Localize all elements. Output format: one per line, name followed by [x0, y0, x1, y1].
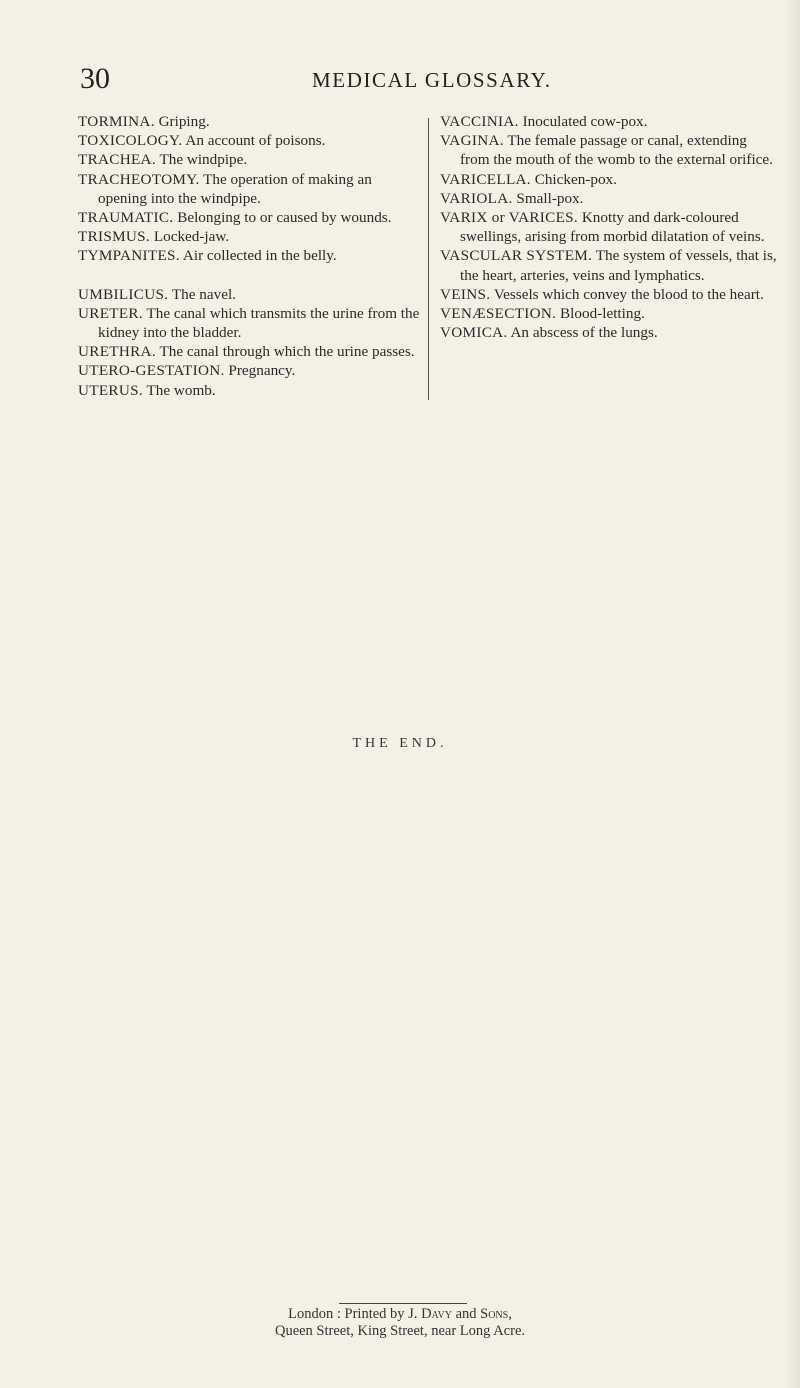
entry-definition: An abscess of the lungs. — [510, 324, 658, 342]
glossary-entry — [78, 170, 424, 208]
entry-term: VACCINIA. — [440, 113, 519, 130]
imprint-line-2: Queen Street, King Street, near Long Acre. — [274, 1323, 526, 1339]
imprint-sons: Sons, — [480, 1306, 512, 1322]
entry-definition: Locked-jaw. — [153, 228, 230, 246]
entry-definition: Chicken-pox. — [534, 170, 617, 188]
entry-term: TORMINA. — [78, 113, 155, 130]
entry-term: TRACHEA. — [78, 151, 156, 169]
the-end-heading: THE END. — [352, 736, 448, 751]
imprint-prefix: London : Printed by J. — [288, 1306, 418, 1322]
glossary-entry — [78, 381, 424, 400]
entry-definition: The navel. — [171, 285, 236, 303]
entry-term: TOXICOLOGY. — [78, 132, 183, 150]
entry-term: VOMICA. — [440, 324, 508, 342]
entry-term: TRAUMATIC. — [78, 209, 174, 227]
entry-term: UTERUS. — [78, 381, 143, 399]
entry-term: TRACHEOTOMY. — [78, 170, 200, 188]
entry-term: VARIX or VARICES. — [440, 209, 579, 227]
printer-imprint — [0, 1306, 800, 1340]
glossary-entry — [78, 304, 424, 342]
entry-definition: The canal which transmits the urine from the kidney into the bladder. — [98, 304, 420, 342]
entry-definition: The female passage or canal, extending from the mouth of the womb to the external orifice. — [460, 132, 773, 169]
entry-definition: Blood-letting. — [560, 305, 645, 323]
glossary-entry — [78, 150, 424, 169]
entry-term: URETHRA. — [78, 343, 156, 361]
entry-term: VARIOLA. — [440, 189, 513, 207]
entry-term: VAGINA. — [440, 132, 504, 150]
entry-definition: Small-pox. — [516, 189, 584, 207]
glossary-entry — [78, 227, 424, 246]
glossary-entry — [440, 112, 778, 131]
glossary-entry — [78, 208, 424, 227]
entry-definition: The canal through which the urine passes. — [159, 343, 415, 361]
glossary-right-column — [440, 112, 778, 342]
entry-definition: Inoculated cow-pox. — [522, 113, 648, 130]
entry-term: VEINS. — [440, 285, 491, 303]
glossary-entry — [440, 285, 778, 304]
page-number: 30 — [80, 62, 110, 95]
entry-term: UTERO-GESTATION. — [78, 362, 225, 380]
glossary-entry — [440, 170, 778, 189]
entry-definition: Knotty and dark-coloured swellings, arising from morbid dilatation of veins. — [460, 209, 765, 246]
glossary-left-column — [78, 112, 424, 400]
column-divider — [428, 118, 429, 400]
glossary-entry — [440, 189, 778, 208]
glossary-entry — [440, 323, 778, 342]
entry-definition: Vessels which convey the blood to the heart. — [493, 285, 764, 303]
entry-definition: Air collected in the belly. — [182, 247, 337, 265]
section-gap — [78, 266, 424, 285]
entry-term: TYMPANITES. — [78, 247, 180, 265]
glossary-entry — [440, 131, 778, 169]
entry-definition: Belonging to or caused by wounds. — [177, 209, 392, 227]
entry-definition: The system of vessels, that is, the heart, arteries, veins and lymphatics. — [460, 247, 777, 284]
glossary-entry — [78, 342, 424, 361]
page-edge-shadow — [786, 0, 800, 1388]
glossary-entry — [78, 285, 424, 304]
glossary-entry — [78, 112, 424, 131]
entry-term: VASCULAR SYSTEM. — [440, 247, 593, 265]
glossary-entry — [440, 304, 778, 323]
running-head: MEDICAL GLOSSARY. — [312, 68, 552, 92]
entry-term: URETER. — [78, 304, 143, 322]
glossary-entry — [78, 361, 424, 380]
entry-definition: The operation of making an opening into the windpipe. — [98, 170, 372, 207]
entry-definition: Griping. — [158, 113, 210, 130]
entry-term: UMBILICUS. — [78, 285, 169, 303]
entry-term: VENÆSECTION. — [440, 305, 557, 323]
entry-term: VARICELLA. — [440, 170, 531, 188]
entry-definition: The womb. — [146, 381, 216, 399]
imprint-printer: Davy — [421, 1306, 452, 1322]
entry-definition: An account of poisons. — [185, 132, 326, 150]
entry-term: TRISMUS. — [78, 228, 151, 246]
imprint-rule — [339, 1303, 467, 1304]
glossary-entry — [78, 246, 424, 265]
entry-definition: Pregnancy. — [228, 362, 296, 380]
glossary-entry — [78, 131, 424, 150]
glossary-entry — [440, 208, 778, 246]
imprint-line-1 — [0, 1306, 800, 1323]
entry-definition: The windpipe. — [159, 151, 248, 169]
imprint-and: and — [455, 1306, 477, 1322]
glossary-entry — [440, 246, 778, 284]
